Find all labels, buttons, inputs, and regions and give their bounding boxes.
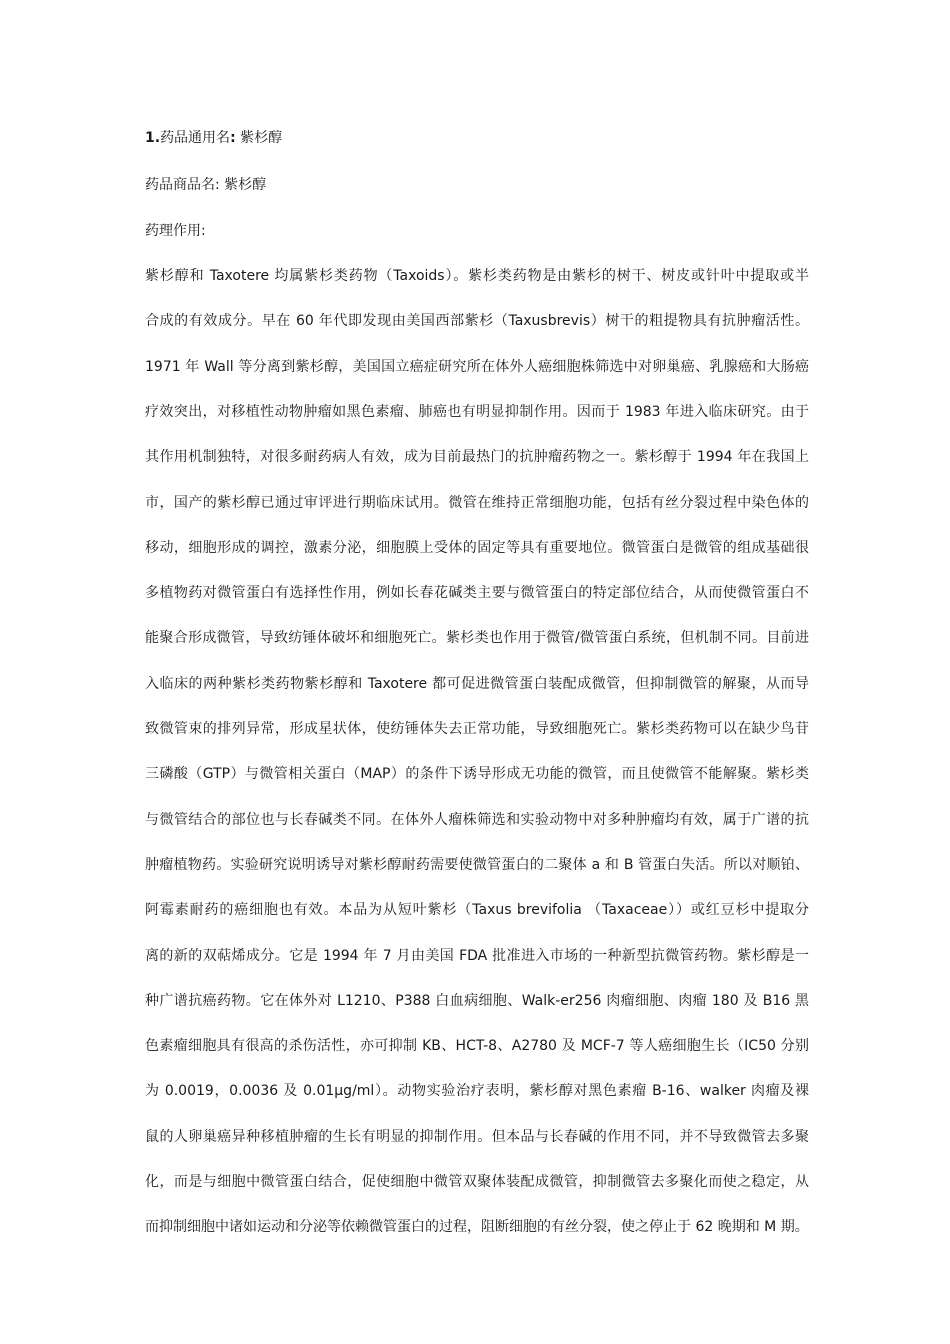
- body-line: 离的新的双萜烯成分。它是 1994 年 7 月由美国 FDA 批准进入市场的一种新型抗微管药物。紫杉醇是一: [145, 948, 809, 964]
- body-line: 肿瘤植物药。实验研究说明诱导对紫杉醇耐药需要使微管蛋白的二聚体 a 和 B 管蛋白失活。所以对顺铂、: [145, 857, 809, 873]
- body-line: 致微管束的排列异常，形成星状体，使纺锤体失去正常功能，导致细胞死亡。紫杉类药物可以在缺少鸟苷: [145, 721, 809, 737]
- body-line: 入临床的两种紫杉类药物紫杉醇和 Taxotere 都可促进微管蛋白装配成微管，但抑制微管的解聚，从而导: [145, 676, 809, 692]
- body-line: 色素瘤细胞具有很高的杀伤活性，亦可抑制 KB、HCT-8、A2780 及 MCF-7 等人癌细胞生长（IC50 分别: [145, 1038, 809, 1054]
- body-line: 其作用机制独特，对很多耐药病人有效，成为目前最热门的抗肿瘤药物之一。紫杉醇于 1994 年在我国上: [145, 449, 809, 465]
- heading-value: 紫杉醇: [240, 130, 283, 146]
- body-line: 多植物药对微管蛋白有选择性作用，例如长春花碱类主要与微管蛋白的特定部位结合，从而使微管蛋白不: [145, 585, 809, 601]
- body-line: 为 0.0019，0.0036 及 0.01μg/ml）。动物实验治疗表明，紫杉醇对黑色素瘤 B-16、walker 肉瘤及裸: [145, 1083, 809, 1099]
- body-line: 而抑制细胞中诸如运动和分泌等依赖微管蛋白的过程，阻断细胞的有丝分裂，使之停止于 62 晚期和 M 期。: [145, 1219, 809, 1235]
- heading-label: 药品通用名: [160, 130, 231, 146]
- section-title: 药理作用:: [145, 223, 206, 239]
- body-line: 疗效突出，对移植性动物肿瘤如黑色素瘤、肺癌也有明显抑制作用。因而于 1983 年进入临床研究。由于: [145, 404, 809, 420]
- heading-colon: :: [230, 130, 236, 146]
- body-line: 移动，细胞形成的调控，激素分泌，细胞膜上受体的固定等具有重要地位。微管蛋白是微管的组成基础很: [145, 540, 809, 556]
- body-line: 种广谱抗癌药物。它在体外对 L1210、P388 白血病细胞、Walk-er256 肉瘤细胞、肉瘤 180 及 B16 黑: [145, 993, 809, 1009]
- drug-generic-name-heading: [145, 128, 809, 148]
- body-line: 与微管结合的部位也与长春碱类不同。在体外人瘤株筛选和实验动物中对多种肿瘤均有效，属于广谱的抗: [145, 812, 809, 828]
- heading-number: 1.: [145, 130, 161, 146]
- body-line: 鼠的人卵巢癌异种移植肿瘤的生长有明显的抑制作用。但本品与长春碱的作用不同，并不导致微管去多聚: [145, 1129, 809, 1145]
- drug-trade-name: 药品商品名: 紫杉醇: [145, 177, 267, 193]
- body-line: 能聚合形成微管，导致纺锤体破坏和细胞死亡。紫杉类也作用于微管/微管蛋白系统，但机制不同。目前进: [145, 630, 809, 646]
- body-line: 化，而是与细胞中微管蛋白结合，促使细胞中微管双聚体装配成微管，抑制微管去多聚化而使之稳定，从: [145, 1174, 809, 1190]
- body-line: 紫杉醇和 Taxotere 均属紫杉类药物（Taxoids）。紫杉类药物是由紫杉的树干、树皮或针叶中提取或半: [145, 268, 809, 284]
- body-line: 市，国产的紫杉醇已通过审评进行期临床试用。微管在维持正常细胞功能，包括有丝分裂过程中染色体的: [145, 495, 809, 511]
- body-line: 合成的有效成分。早在 60 年代即发现由美国西部紫杉（Taxusbrevis）树干的粗提物具有抗肿瘤活性。: [145, 313, 809, 329]
- body-line: 阿霉素耐药的癌细胞也有效。本品为从短叶紫杉（Taxus brevifolia （Taxaceae））或红豆杉中提取分: [145, 902, 809, 918]
- body-line: 三磷酸（GTP）与微管相关蛋白（MAP）的条件下诱导形成无功能的微管，而且使微管不能解聚。紫杉类: [145, 766, 809, 782]
- body-line: 1971 年 Wall 等分离到紫杉醇，美国国立癌症研究所在体外人癌细胞株筛选中对卵巢癌、乳腺癌和大肠癌: [145, 359, 809, 375]
